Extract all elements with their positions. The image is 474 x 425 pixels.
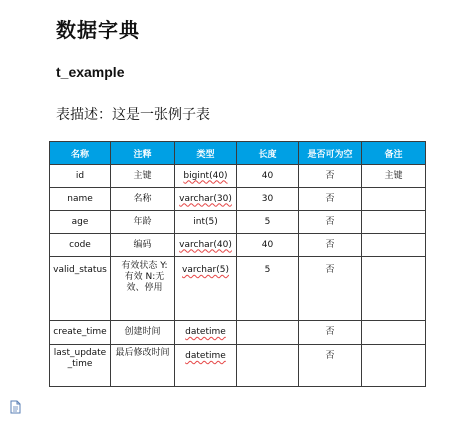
cell-type: int(5) xyxy=(175,211,237,234)
header-type: 类型 xyxy=(175,142,237,165)
table-row xyxy=(50,345,426,387)
cell-comment: 创建时间 xyxy=(111,321,175,345)
cell-remark xyxy=(362,321,426,345)
header-nullable: 是否可为空 xyxy=(299,142,362,165)
cell-comment: 年龄 xyxy=(111,211,175,234)
cell-remark: 主键 xyxy=(362,165,426,188)
type-text: varchar(30) xyxy=(179,193,232,204)
cell-name: code xyxy=(50,234,111,257)
description-label: 表描述： xyxy=(56,107,112,123)
type-text: bigint(40) xyxy=(183,170,228,181)
header-length: 长度 xyxy=(237,142,299,165)
cell-remark xyxy=(362,211,426,234)
cell-name: create_time xyxy=(50,321,111,345)
cell-name: valid_status xyxy=(50,257,111,321)
type-text: datetime xyxy=(185,327,226,337)
type-text: varchar(40) xyxy=(179,239,232,250)
cell-type xyxy=(175,234,237,257)
cell-type xyxy=(175,345,237,387)
cell-type xyxy=(175,321,237,345)
cell-type xyxy=(175,188,237,211)
cell-name: name xyxy=(50,188,111,211)
type-text: varchar(5) xyxy=(182,265,229,275)
cell-length: 5 xyxy=(237,211,299,234)
cell-length: 40 xyxy=(237,165,299,188)
description-text: 这是一张例子表 xyxy=(112,107,210,123)
header-comment: 注释 xyxy=(111,142,175,165)
document-title: 数据字典 xyxy=(56,18,140,42)
cell-length xyxy=(237,321,299,345)
type-text: datetime xyxy=(185,351,226,361)
table-row xyxy=(50,321,426,345)
cell-nullable: 否 xyxy=(299,234,362,257)
cell-length xyxy=(237,345,299,387)
cell-nullable: 否 xyxy=(299,165,362,188)
header-remark: 备注 xyxy=(362,142,426,165)
cell-nullable: 否 xyxy=(299,188,362,211)
table-row xyxy=(50,234,426,257)
cell-comment: 编码 xyxy=(111,234,175,257)
cell-remark xyxy=(362,188,426,211)
cell-name: id xyxy=(50,165,111,188)
cell-length: 30 xyxy=(237,188,299,211)
cell-nullable: 否 xyxy=(299,321,362,345)
document-icon[interactable] xyxy=(8,400,22,414)
cell-nullable: 否 xyxy=(299,257,362,321)
cell-comment: 名称 xyxy=(111,188,175,211)
cell-remark xyxy=(362,345,426,387)
cell-nullable: 否 xyxy=(299,211,362,234)
table-header-row xyxy=(50,142,426,165)
cell-name: last_update_time xyxy=(50,345,111,387)
cell-comment: 最后修改时间 xyxy=(111,345,175,387)
cell-comment: 主键 xyxy=(111,165,175,188)
table-row xyxy=(50,165,426,188)
header-name: 名称 xyxy=(50,142,111,165)
data-dictionary-table xyxy=(49,141,426,387)
table-row xyxy=(50,211,426,234)
cell-type xyxy=(175,165,237,188)
cell-comment: 有效状态 Y:有效 N:无效、停用 xyxy=(111,257,175,321)
cell-remark xyxy=(362,234,426,257)
cell-length: 5 xyxy=(237,257,299,321)
table-description xyxy=(56,104,210,124)
cell-name: age xyxy=(50,211,111,234)
cell-nullable: 否 xyxy=(299,345,362,387)
table-row xyxy=(50,188,426,211)
cell-length: 40 xyxy=(237,234,299,257)
table-name-heading: t_example xyxy=(56,64,125,80)
cell-remark xyxy=(362,257,426,321)
table-row xyxy=(50,257,426,321)
cell-type xyxy=(175,257,237,321)
